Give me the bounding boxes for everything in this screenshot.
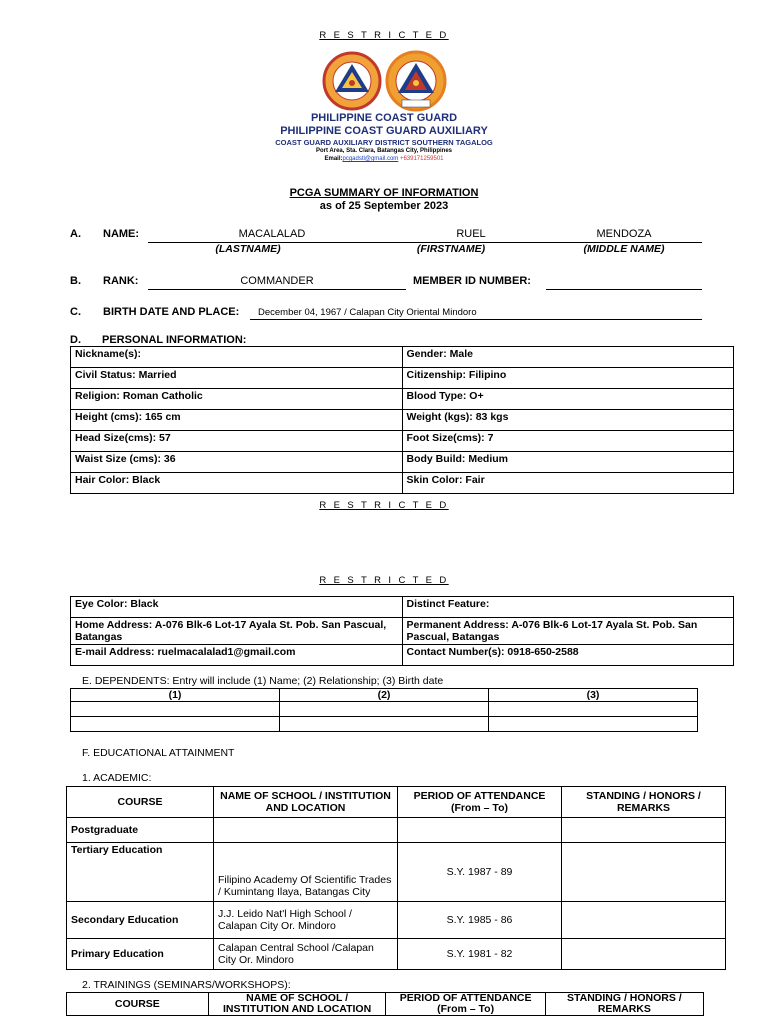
- personal-info-row: [71, 347, 734, 368]
- dependents-cell: [71, 717, 280, 732]
- personal-info-cell: Contact Number(s): 0918-650-2588: [402, 645, 734, 666]
- personal-info-cell: Blood Type: O+: [402, 389, 734, 410]
- dependents-label: E. DEPENDENTS: Entry will include (1) Name; (2) Relationship; (3) Birth date: [82, 675, 444, 687]
- middlename-caption: (MIDDLE NAME): [583, 243, 665, 255]
- personal-info-row: [71, 368, 734, 389]
- dependents-cell: [489, 702, 698, 717]
- academic-cell-school: Calapan Central School /Calapan City Or. Mindoro: [214, 939, 398, 970]
- org-name-pcga: PHILIPPINE COAST GUARD AUXILIARY: [280, 125, 488, 137]
- firstname-field: RUEL: [396, 228, 546, 243]
- personal-info-cell: Permanent Address: A-076 Blk-6 Lot-17 Ayala St. Pob. San Pascual, Batangas: [402, 618, 734, 645]
- org-contact: [0, 156, 768, 162]
- personal-info-table: [70, 346, 734, 494]
- academic-cell-course: Primary Education: [67, 939, 214, 970]
- dependents-cell: [489, 717, 698, 732]
- academic-cell-remarks: [562, 843, 726, 902]
- section-c-letter: C.: [70, 306, 81, 318]
- personal-info-cell: Gender: Male: [402, 347, 734, 368]
- middlename-field: MENDOZA: [546, 228, 702, 243]
- name-label: NAME:: [103, 228, 140, 240]
- member-id-field: [546, 275, 702, 290]
- personal-info-cell: Weight (kgs): 83 kgs: [402, 410, 734, 431]
- firstname-caption: (FIRSTNAME): [416, 243, 486, 255]
- column-header: PERIOD OF ATTENDANCE (From – To): [386, 993, 545, 1016]
- dependents-cell: [280, 717, 489, 732]
- org-email-link[interactable]: pcgadstl@gmail.com: [342, 156, 399, 162]
- dependents-cell: [71, 702, 280, 717]
- academic-cell-school: [214, 818, 398, 843]
- academic-cell-period: S.Y. 1985 - 86: [398, 902, 562, 939]
- pcg-seal: [324, 53, 380, 109]
- table-header-row: [67, 993, 704, 1016]
- academic-cell-school: Filipino Academy Of Scientific Trades / Kumintang Ilaya, Batangas City: [214, 843, 398, 902]
- lastname-field: MACALALAD: [148, 228, 396, 243]
- academic-label: 1. ACADEMIC:: [82, 772, 152, 784]
- rank-label: RANK:: [103, 275, 139, 287]
- personal-info-cell: Distinct Feature:: [402, 597, 734, 618]
- personal-info-cell: Height (cms): 165 cm: [71, 410, 403, 431]
- academic-cell-period: S.Y. 1987 - 89: [398, 843, 562, 902]
- section-a-letter: A.: [70, 228, 81, 240]
- personal-info-row: [71, 431, 734, 452]
- as-of-date: as of 25 September 2023: [319, 200, 449, 212]
- personal-info-cell: Citizenship: Filipino: [402, 368, 734, 389]
- table-row: [67, 843, 726, 902]
- dependents-col-3: (3): [489, 689, 698, 702]
- column-header: STANDING / HONORS / REMARKS: [562, 787, 726, 818]
- personal-info-label: PERSONAL INFORMATION:: [102, 334, 247, 346]
- personal-info-cell: Foot Size(cms): 7: [402, 431, 734, 452]
- academic-cell-course: Tertiary Education: [67, 843, 214, 902]
- restricted-marking-bottom: R E S T R I C T E D: [319, 500, 449, 511]
- academic-table: [66, 786, 726, 970]
- academic-cell-period: [398, 818, 562, 843]
- trainings-label: 2. TRAININGS (SEMINARS/WORKSHOPS):: [82, 979, 291, 991]
- column-header: COURSE: [67, 993, 209, 1016]
- table-row: [67, 902, 726, 939]
- trainings-table: [66, 992, 704, 1016]
- table-row: [67, 818, 726, 843]
- rank-field: COMMANDER: [148, 275, 406, 290]
- personal-info-cell: Religion: Roman Catholic: [71, 389, 403, 410]
- personal-info-cell: Hair Color: Black: [71, 473, 403, 494]
- personal-info-cell: E-mail Address: ruelmacalalad1@gmail.com: [71, 645, 403, 666]
- document-title: PCGA SUMMARY OF INFORMATION: [289, 187, 479, 199]
- academic-cell-school: J.J. Leido Nat'l High School / Calapan City Or. Mindoro: [214, 902, 398, 939]
- personal-info-cell: Civil Status: Married: [71, 368, 403, 389]
- table-row: [67, 939, 726, 970]
- academic-cell-remarks: [562, 818, 726, 843]
- academic-cell-course: Secondary Education: [67, 902, 214, 939]
- org-district: COAST GUARD AUXILIARY DISTRICT SOUTHERN TAGALOG: [275, 138, 493, 147]
- personal-info-cell: Home Address: A-076 Blk-6 Lot-17 Ayala St. Pob. San Pascual, Batangas: [71, 618, 403, 645]
- column-header: STANDING / HONORS / REMARKS: [545, 993, 703, 1016]
- dependents-table: [70, 688, 698, 732]
- personal-info-row: [71, 473, 734, 494]
- dependents-col-2: (2): [280, 689, 489, 702]
- org-address: Port Area, Sta. Clara, Batangas City, Philippines: [315, 148, 453, 154]
- section-b-letter: B.: [70, 275, 81, 287]
- personal-info-cell: Eye Color: Black: [71, 597, 403, 618]
- academic-cell-remarks: [562, 939, 726, 970]
- org-name-pcg: PHILIPPINE COAST GUARD: [310, 112, 458, 124]
- birth-label: BIRTH DATE AND PLACE:: [103, 306, 240, 318]
- personal-info-row: [71, 452, 734, 473]
- restricted-marking-top: R E S T R I C T E D: [319, 30, 449, 41]
- column-header: NAME OF SCHOOL / INSTITUTION AND LOCATION: [214, 787, 398, 818]
- restricted-marking-page2: R E S T R I C T E D: [319, 575, 449, 586]
- table-header-row: [67, 787, 726, 818]
- personal-info-cell: Skin Color: Fair: [402, 473, 734, 494]
- column-header: PERIOD OF ATTENDANCE (From – To): [398, 787, 562, 818]
- birth-field: December 04, 1967 / Calapan City Oriental Mindoro: [250, 305, 702, 320]
- personal-info-row: [71, 618, 734, 645]
- personal-info-cell: Head Size(cms): 57: [71, 431, 403, 452]
- academic-cell-period: S.Y. 1981 - 82: [398, 939, 562, 970]
- column-header: COURSE: [67, 787, 214, 818]
- column-header: NAME OF SCHOOL / INSTITUTION AND LOCATION: [208, 993, 386, 1016]
- dependents-cell: [280, 702, 489, 717]
- section-d-letter: D.: [70, 334, 81, 346]
- personal-info-cell: Body Build: Medium: [402, 452, 734, 473]
- personal-info-row: [71, 597, 734, 618]
- academic-cell-remarks: [562, 902, 726, 939]
- academic-cell-course: Postgraduate: [67, 818, 214, 843]
- coast-guard-seals: [318, 50, 452, 112]
- member-id-label: MEMBER ID NUMBER:: [413, 275, 531, 287]
- org-phone: +639171259501: [399, 156, 444, 162]
- pcga-seal: [387, 52, 445, 110]
- personal-info-row: [71, 645, 734, 666]
- education-label: F. EDUCATIONAL ATTAINMENT: [82, 747, 235, 759]
- personal-info-cell: Nickname(s):: [71, 347, 403, 368]
- personal-info-cell: Waist Size (cms): 36: [71, 452, 403, 473]
- personal-info-row: [71, 389, 734, 410]
- lastname-caption: (LASTNAME): [215, 243, 281, 255]
- personal-info-row: [71, 410, 734, 431]
- dependents-col-1: (1): [71, 689, 280, 702]
- email-label: Email:: [324, 156, 343, 162]
- personal-info-table-continued: [70, 596, 734, 666]
